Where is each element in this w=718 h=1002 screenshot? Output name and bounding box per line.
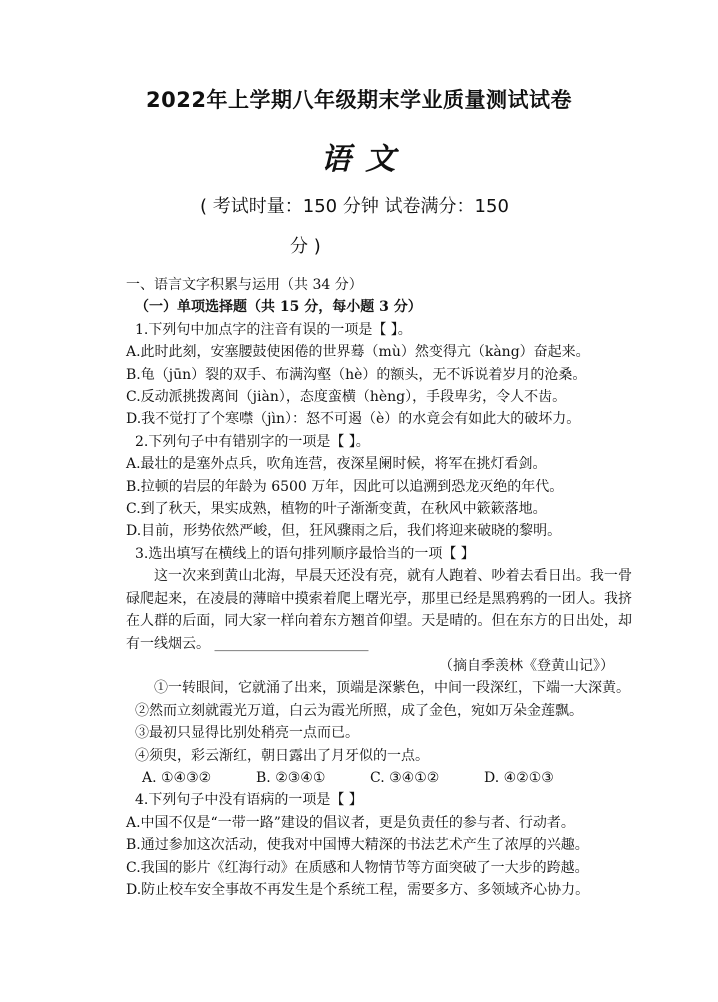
question-1-option-a: A.此时此刻，安塞腰鼓使困倦的世界蓦（mù）然变得亢（kàng）奋起来。 (126, 344, 590, 361)
exam-info-line-1: ( 考试时量：150 分钟 试卷满分：150 (200, 196, 509, 217)
question-3-passage: 这一次来到黄山北海，早晨天还没有亮，就有人跑着、吵着去看日出。我一骨碌爬起来，在凌晨的薄暗中摸索着爬上曙光亭，那里已经是黑鸦鸦的一团人。我挤在人群的后面，同大家一样向着东方翘首仰望。天是晴的。但在东方的日出处，却有一线烟云。 ______________________ (126, 568, 632, 652)
question-4-option-d: D.防止校车安全事故不再发生是个系统工程，需要多方、多领域齐心协力。 (126, 881, 590, 898)
question-3-option-a: A. ①④③② (142, 769, 212, 786)
part-heading: （一）单项选择题（共 15 分，每小题 3 分） (135, 299, 422, 316)
question-2-option-b: B.拉顿的岩层的年龄为 6500 万年，因此可以追溯到恐龙灭绝的年代。 (126, 478, 564, 495)
question-2-option-d: D.目前，形势依然严峻，但，狂风骤雨之后，我们将迎来破晓的黎明。 (126, 523, 562, 540)
exam-body (126, 274, 632, 901)
question-1-stem: 1.下列句中加点字的注音有误的一项是【 】。 (135, 321, 412, 338)
question-1-option-c: C.反动派挑拨离间（jiàn），态度蛮横（hèng），手段卑劣，令人不齿。 (126, 389, 567, 406)
section-heading: 一、语言文字积累与运用（共 34 分） (126, 277, 363, 293)
question-4-option-c: C.我国的影片《红海行动》在质感和人物情节等方面突破了一大步的跨越。 (126, 859, 589, 876)
subject-heading: 语 文 (320, 142, 398, 177)
question-3-option-c: C. ③④①② (370, 769, 440, 786)
question-3-option-d: D. ④②①③ (484, 769, 554, 786)
question-2-option-a: A.最壮的是塞外点兵，吹角连营，夜深星阑时候，将军在挑灯看剑。 (126, 456, 547, 473)
sentence-4: ④须臾，彩云渐红，朝日露出了月牙似的一点。 (135, 747, 429, 764)
passage-source: （摘自季羡林《登黄山记》） (439, 657, 614, 674)
question-4-option-a: A.中国不仅是“一带一路”建设的倡议者，更是负责任的参与者、行动者。 (126, 814, 575, 831)
sentence-2: ②然而立刻就霞光万道，白云为霞光所照，成了金色，宛如万朵金莲飘。 (135, 702, 583, 719)
exam-info-line-2: 分 ) (290, 236, 321, 257)
question-2-stem: 2.下列句子中有错别字的一项是【 】。 (135, 433, 370, 450)
question-4-option-b: B.通过参加这次活动，使我对中国博大精深的书法艺术产生了浓厚的兴趣。 (126, 837, 589, 854)
question-4-stem: 4.下列句子中没有语病的一项是【 】 (135, 792, 363, 809)
exam-title: 2022年上学期八年级期末学业质量测试试卷 (146, 88, 572, 112)
question-1-option-b: B.龟（jūn）裂的双手、布满沟壑（hè）的额头，无不诉说着岁月的沧桑。 (126, 366, 587, 383)
question-3-options (126, 767, 632, 789)
question-3-stem: 3.选出填写在横线上的语句排列顺序最恰当的一项【 】 (135, 545, 475, 562)
question-1-option-d: D.我不觉打了个寒噤（jìn）：怒不可遏（è）的水竟会有如此大的破坏力。 (126, 411, 581, 428)
question-3-option-b: B. ②③④① (256, 769, 326, 786)
sentence-1: ①一转眼间，它就涌了出来，顶端是深紫色，中间一段深红，下端一大深黄。 (154, 680, 630, 697)
sentence-3: ③最初只显得比别处稍亮一点而已。 (135, 725, 359, 742)
question-2-option-c: C.到了秋天，果实成熟，植物的叶子渐渐变黄，在秋风中簌簌落地。 (126, 501, 547, 518)
